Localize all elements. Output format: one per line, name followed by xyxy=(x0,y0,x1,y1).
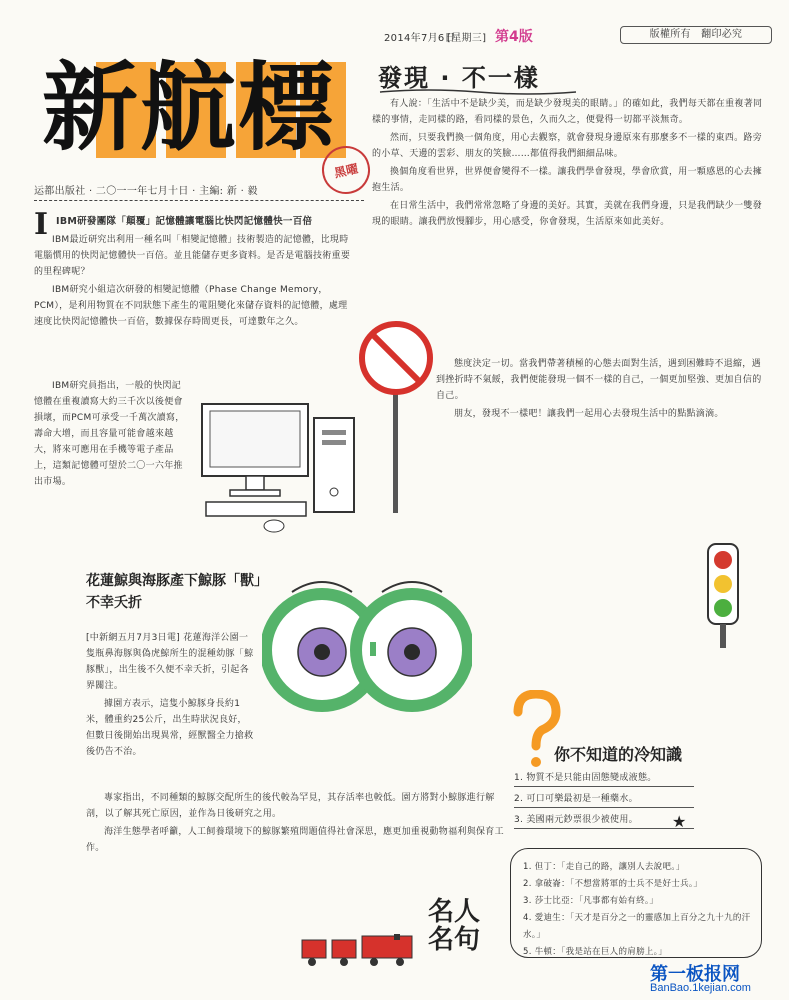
article2-paragraph: 有人說：「生活中不是缺少美，而是缺少發現美的眼睛。」的確如此，我們每天都在重複著同樣的事情，走同樣的路，看同樣的景色，久而久之，便覺得一切都平淡無奇。 xyxy=(372,99,763,125)
article2-paragraph: 換個角度看世界，世界便會變得不一樣。讓我們學會發現，學會欣賞，用一顆感恩的心去擁抱生活。 xyxy=(372,167,763,193)
article3-paragraph: [中新網五月7月3日電] 花蓮海洋公園一隻瓶鼻海豚與偽虎鯨所生的混種幼豚「鯨豚獸」，出生後不久便不幸夭折，引起各界關注。 xyxy=(86,633,254,691)
quote-item: 1. 但丁：「走自己的路，讓別人去說吧。」 xyxy=(523,862,685,872)
quote-item: 5. 牛頓：「我是站在巨人的肩膀上。」 xyxy=(523,947,668,957)
copyright: 版權所有 翻印必究 xyxy=(620,26,772,44)
watermark-title: 第一板报网 xyxy=(650,964,740,984)
article3-headline-box xyxy=(86,570,266,614)
headline-underline xyxy=(378,88,578,96)
trivia-item: 3. 美國兩元鈔票很少被使用。 xyxy=(514,812,694,829)
watermark-url: BanBao.1kejian.com xyxy=(650,982,751,994)
shooting-star-icon: ★ xyxy=(672,812,687,831)
article2-paragraph: 然而，只要我們換一個角度，用心去觀察，就會發現身邊原來有那麼多不一樣的東西。路旁的小草、天邊的雲彩、朋友的笑臉……都值得我們細細品味。 xyxy=(372,133,763,159)
article1-paragraph: IBM研究員指出，一般的快閃記憶體在重複讀寫大約三千次以後便會損壞，而PCM可承受一千萬次讀寫，壽命大增，而且容量可能會越來越大，將來可應用在手機等電子產品上，這類記憶體可望於二〇一六年推出市場。 xyxy=(34,381,185,487)
article2-body-bottom xyxy=(436,356,766,424)
quotes-title: 名人名句 xyxy=(428,897,481,955)
traffic-light-icon xyxy=(702,540,752,650)
masthead xyxy=(38,42,358,182)
article2-paragraph: 朋友，發現不一樣吧！讓我們一起用心去發現生活中的點點滴滴。 xyxy=(454,409,724,419)
publisher-line: 运都出版社 · 二〇一一年七月十日 · 主編: 新 · 毅 xyxy=(34,184,364,201)
stamp-text: 黑曜 xyxy=(332,161,360,180)
article1-headline: IBM研發團隊「顛覆」記憶體讓電腦比快閃記憶體快一百倍 xyxy=(56,216,313,227)
trivia-item: 2. 可口可樂最初是一種藥水。 xyxy=(514,791,694,808)
date: 2014年7月6日 xyxy=(384,33,455,44)
article1-body xyxy=(34,232,356,332)
masthead-title: 新航標 xyxy=(42,51,336,164)
article3-paragraph: 據園方表示，這隻小鯨豚身長約1米，體重約25公斤，出生時狀況良好，但數日後開始出現異常，經獸醫全力搶救後仍告不治。 xyxy=(86,699,254,757)
article1-paragraph: IBM研究小組這次研發的相變記憶體（Phase Change Memory，PCM），是利用物質在不同狀態下產生的電阻變化來儲存資料的記憶體，處理速度比快閃記憶體快一百倍，數據保存時間更長，可達數年之久。 xyxy=(34,285,348,327)
trivia-title: 你不知道的冷知識 xyxy=(554,745,683,764)
article2-headline: 發現 · 不一樣 xyxy=(378,64,540,92)
weekday: [星期三] xyxy=(447,33,487,44)
computer-icon xyxy=(196,396,366,536)
quote-item: 4. 愛迪生：「天才是百分之一的靈感加上百分之九十九的汗水。」 xyxy=(523,913,751,940)
article3-paragraph: 海洋生態學者呼籲，人工飼養環境下的鯨豚繁殖問題值得社會深思，應更加重視動物福利與保育工作。 xyxy=(86,827,504,853)
trivia-list xyxy=(514,770,694,829)
article2-body-top xyxy=(372,96,770,232)
trivia-item: 1. 物質不是只能由固態變成液態。 xyxy=(514,770,694,787)
article1-dropcap: I xyxy=(34,207,49,242)
article3-body-wide xyxy=(86,790,504,858)
no-entry-sign-icon xyxy=(356,318,436,518)
article1-body-lower xyxy=(34,378,190,490)
article3-body-left xyxy=(86,630,254,762)
train-icon xyxy=(300,934,425,968)
quotes-box xyxy=(510,848,762,958)
article2-paragraph: 在日常生活中，我們常常忽略了身邊的美好。其實，美就在我們身邊，只是我們缺少一雙發現的眼睛。讓我們放慢腳步，用心感受，你會發現，生活原來如此美好。 xyxy=(372,201,763,227)
quote-item: 3. 莎士比亞：「凡事都有始有終。」 xyxy=(523,896,659,906)
eyes-illustration-icon xyxy=(262,572,472,722)
quotes-list xyxy=(511,849,761,961)
article1-paragraph: IBM最近研究出利用一種名叫「相變記憶體」技術製造的記憶體，比現時電腦慣用的快閃記憶體快一百倍。並且能儲存更多資料。是否是電腦技術重要的里程碑呢？ xyxy=(34,235,351,277)
page-label: 第4版 xyxy=(495,29,533,45)
quote-item: 2. 拿破崙：「不想當將軍的士兵不是好士兵。」 xyxy=(523,879,703,889)
article3-paragraph: 專家指出，不同種類的鯨豚交配所生的後代較為罕見，其存活率也較低。園方將對小鯨豚進行解剖，以了解其死亡原因，並作為日後研究之用。 xyxy=(86,793,495,819)
article3-headline: 花蓮鯨與海豚產下鯨豚「獸」不幸夭折 xyxy=(86,573,261,611)
article2-paragraph: 態度決定一切。當我們帶著積極的心態去面對生活，遇到困難時不退縮，遇到挫折時不氣餒，我們便能發現一個不一樣的自己，一個更加堅強、更加自信的自己。 xyxy=(436,359,762,401)
